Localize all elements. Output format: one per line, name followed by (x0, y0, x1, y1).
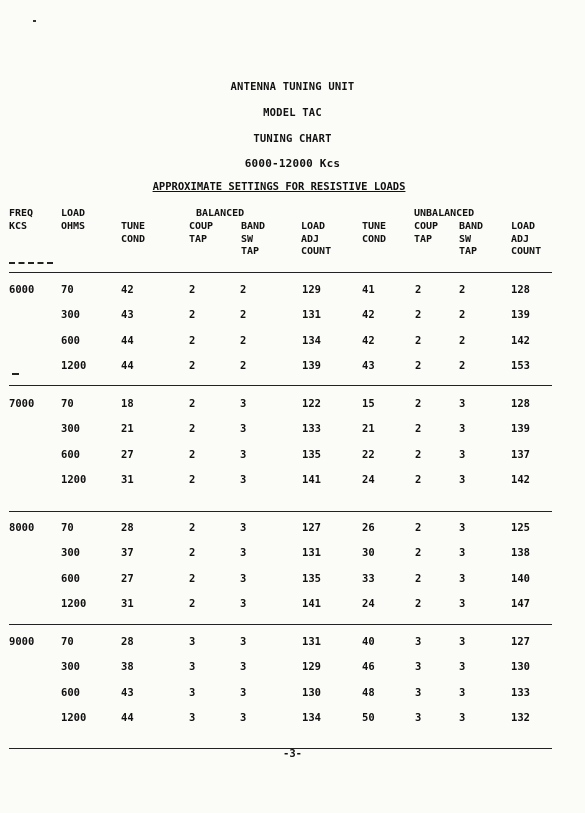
cell-u-tune: 48 (362, 686, 375, 699)
cell-ohms: 600 (61, 572, 80, 585)
cell-u-coup: 2 (415, 334, 422, 347)
header-unbal-coup-tap: COUP TAP (414, 221, 439, 245)
cell-u-band: 2 (459, 309, 466, 322)
cell-b-load: 133 (302, 423, 321, 436)
table-row (0, 474, 585, 488)
table-row (0, 712, 585, 726)
model-name: MODEL TAC (263, 107, 322, 119)
cell-freq: 8000 (9, 522, 35, 534)
cell-u-coup: 2 (415, 309, 422, 322)
cell-u-load: 127 (511, 636, 530, 648)
cell-u-coup: 3 (415, 686, 422, 699)
header-unbal-band-sw-tap: BAND SW TAP (459, 221, 484, 257)
header-unbal-tune-cond: TUNE COND (362, 221, 387, 245)
header-freq: FREQ KCS (9, 208, 34, 232)
cell-u-band: 3 (459, 547, 466, 560)
cell-u-coup: 2 (415, 448, 422, 461)
cell-b-tune: 27 (121, 572, 134, 585)
chart-title: TUNING CHART (253, 133, 332, 145)
table-row (0, 522, 585, 536)
cell-b-coup: 2 (189, 334, 196, 347)
cell-ohms: 70 (61, 522, 74, 534)
cell-u-band: 3 (459, 636, 466, 648)
cell-b-tune: 21 (121, 423, 134, 436)
cell-u-tune: 50 (362, 711, 375, 724)
cell-b-band: 3 (240, 473, 247, 486)
paper-speck (33, 20, 36, 22)
group-rule (9, 511, 552, 512)
cell-b-coup: 2 (189, 284, 196, 296)
cell-b-band: 3 (240, 597, 247, 610)
cell-b-load: 135 (302, 448, 321, 461)
cell-b-band: 3 (240, 686, 247, 699)
table-row (0, 335, 585, 349)
cell-u-coup: 2 (415, 423, 422, 436)
cell-b-load: 131 (302, 309, 321, 322)
cell-b-coup: 2 (189, 572, 196, 585)
cell-b-tune: 42 (121, 284, 134, 296)
header-bal-load-adj-count: LOAD ADJ COUNT (301, 221, 332, 257)
cell-u-tune: 21 (362, 423, 375, 436)
cell-ohms: 300 (61, 309, 80, 322)
cell-b-tune: 37 (121, 547, 134, 560)
cell-b-load: 129 (302, 661, 321, 674)
cell-ohms: 600 (61, 334, 80, 347)
cell-u-load: 139 (511, 309, 530, 322)
cell-u-load: 132 (511, 711, 530, 724)
cell-b-coup: 2 (189, 473, 196, 486)
cell-b-band: 3 (240, 636, 247, 648)
cell-u-band: 2 (459, 334, 466, 347)
cell-b-load: 134 (302, 334, 321, 347)
cell-b-coup: 3 (189, 661, 196, 674)
cell-b-tune: 28 (121, 636, 134, 648)
cell-u-tune: 24 (362, 473, 375, 486)
cell-u-coup: 2 (415, 398, 422, 410)
header-balanced: BALANCED (196, 208, 245, 219)
cell-b-tune: 28 (121, 522, 134, 534)
cell-b-load: 122 (302, 398, 321, 410)
cell-u-tune: 33 (362, 572, 375, 585)
cell-ohms: 70 (61, 636, 74, 648)
cell-ohms: 1200 (61, 597, 87, 610)
cell-b-tune: 43 (121, 309, 134, 322)
cell-b-tune: 31 (121, 597, 134, 610)
cell-b-band: 3 (240, 547, 247, 560)
cell-b-band: 2 (240, 309, 247, 322)
header-dashes (9, 262, 53, 264)
cell-u-load: 153 (511, 359, 530, 372)
table-row (0, 423, 585, 437)
header-unbal-load-adj-count: LOAD ADJ COUNT (511, 221, 542, 257)
header-load-ohms: LOAD OHMS (61, 208, 86, 232)
cell-u-coup: 3 (415, 661, 422, 674)
table-row (0, 687, 585, 701)
cell-u-coup: 2 (415, 597, 422, 610)
cell-b-band: 2 (240, 334, 247, 347)
header-bal-tune-cond: TUNE COND (121, 221, 146, 245)
cell-ohms: 1200 (61, 711, 87, 724)
cell-freq: 6000 (9, 284, 35, 296)
header-bal-band-sw-tap: BAND SW TAP (241, 221, 266, 257)
cell-b-coup: 2 (189, 359, 196, 372)
cell-u-band: 3 (459, 572, 466, 585)
cell-b-load: 141 (302, 597, 321, 610)
cell-u-band: 2 (459, 284, 466, 296)
cell-b-coup: 2 (189, 423, 196, 436)
cell-b-load: 141 (302, 473, 321, 486)
table-row (0, 636, 585, 650)
cell-b-coup: 3 (189, 636, 196, 648)
cell-u-coup: 2 (415, 572, 422, 585)
cell-u-load: 147 (511, 597, 530, 610)
cell-b-coup: 3 (189, 711, 196, 724)
cell-u-coup: 3 (415, 636, 422, 648)
cell-b-coup: 2 (189, 398, 196, 410)
table-row (0, 284, 585, 298)
cell-u-band: 3 (459, 448, 466, 461)
cell-freq: 7000 (9, 398, 35, 410)
cell-b-tune: 43 (121, 686, 134, 699)
table-row (0, 449, 585, 463)
cell-u-load: 130 (511, 661, 530, 674)
cell-b-tune: 18 (121, 398, 134, 410)
table-row (0, 398, 585, 412)
cell-u-band: 2 (459, 359, 466, 372)
cell-b-coup: 2 (189, 309, 196, 322)
cell-u-band: 3 (459, 661, 466, 674)
cell-b-coup: 2 (189, 597, 196, 610)
cell-ohms: 70 (61, 284, 74, 296)
cell-u-band: 3 (459, 473, 466, 486)
cell-b-load: 135 (302, 572, 321, 585)
cell-u-tune: 15 (362, 398, 375, 410)
cell-u-load: 125 (511, 522, 530, 534)
cell-u-tune: 41 (362, 284, 375, 296)
cell-b-load: 134 (302, 711, 321, 724)
cell-u-load: 140 (511, 572, 530, 585)
cell-u-tune: 24 (362, 597, 375, 610)
cell-b-tune: 44 (121, 359, 134, 372)
cell-u-tune: 42 (362, 334, 375, 347)
cell-u-tune: 26 (362, 522, 375, 534)
cell-u-tune: 22 (362, 448, 375, 461)
table-row (0, 547, 585, 561)
cell-u-coup: 2 (415, 473, 422, 486)
cell-u-tune: 42 (362, 309, 375, 322)
cell-u-coup: 2 (415, 359, 422, 372)
cell-u-load: 142 (511, 334, 530, 347)
table-row (0, 573, 585, 587)
cell-u-band: 3 (459, 686, 466, 699)
table-subtitle: APPROXIMATE SETTINGS FOR RESISTIVE LOADS (152, 181, 406, 193)
cell-u-tune: 40 (362, 636, 375, 648)
cell-u-load: 137 (511, 448, 530, 461)
cell-u-coup: 2 (415, 284, 422, 296)
cell-freq: 9000 (9, 636, 35, 648)
cell-ohms: 1200 (61, 473, 87, 486)
group-rule (9, 624, 552, 625)
cell-b-coup: 2 (189, 522, 196, 534)
cell-ohms: 70 (61, 398, 74, 410)
cell-ohms: 300 (61, 423, 80, 436)
page-number: -3- (283, 748, 302, 760)
table-row (0, 598, 585, 612)
table-row (0, 309, 585, 323)
cell-u-band: 3 (459, 423, 466, 436)
doc-title: ANTENNA TUNING UNIT (230, 81, 355, 93)
cell-u-band: 3 (459, 711, 466, 724)
cell-u-band: 3 (459, 522, 466, 534)
cell-b-tune: 38 (121, 661, 134, 674)
cell-b-band: 3 (240, 423, 247, 436)
cell-b-band: 3 (240, 572, 247, 585)
cell-ohms: 300 (61, 547, 80, 560)
cell-ohms: 300 (61, 661, 80, 674)
cell-ohms: 1200 (61, 359, 87, 372)
header-bal-coup-tap: COUP TAP (189, 221, 214, 245)
frequency-range: 6000-12000 Kcs (244, 157, 341, 170)
cell-u-coup: 2 (415, 547, 422, 560)
cell-b-band: 2 (240, 359, 247, 372)
cell-u-load: 139 (511, 423, 530, 436)
cell-u-load: 128 (511, 284, 530, 296)
cell-u-tune: 46 (362, 661, 375, 674)
cell-ohms: 600 (61, 686, 80, 699)
cell-u-coup: 2 (415, 522, 422, 534)
cell-b-tune: 27 (121, 448, 134, 461)
cell-u-coup: 3 (415, 711, 422, 724)
cell-ohms: 600 (61, 448, 80, 461)
group-rule (9, 385, 552, 386)
cell-b-load: 130 (302, 686, 321, 699)
cell-b-coup: 2 (189, 448, 196, 461)
table-row (0, 360, 585, 374)
cell-b-band: 3 (240, 448, 247, 461)
cell-b-tune: 44 (121, 711, 134, 724)
cell-b-coup: 2 (189, 547, 196, 560)
cell-b-band: 2 (240, 284, 247, 296)
table-row (0, 661, 585, 675)
cell-b-tune: 44 (121, 334, 134, 347)
cell-b-band: 3 (240, 398, 247, 410)
cell-b-load: 127 (302, 522, 321, 534)
cell-b-coup: 3 (189, 686, 196, 699)
group-rule (9, 272, 552, 273)
cell-b-load: 139 (302, 359, 321, 372)
cell-b-load: 131 (302, 636, 321, 648)
cell-b-band: 3 (240, 711, 247, 724)
cell-u-load: 133 (511, 686, 530, 699)
cell-u-load: 128 (511, 398, 530, 410)
cell-b-tune: 31 (121, 473, 134, 486)
header-unbalanced: UNBALANCED (414, 208, 475, 219)
cell-u-tune: 30 (362, 547, 375, 560)
cell-b-load: 129 (302, 284, 321, 296)
cell-u-tune: 43 (362, 359, 375, 372)
cell-b-band: 3 (240, 522, 247, 534)
cell-u-band: 3 (459, 597, 466, 610)
cell-b-band: 3 (240, 661, 247, 674)
cell-u-band: 3 (459, 398, 466, 410)
cell-b-load: 131 (302, 547, 321, 560)
cell-u-load: 138 (511, 547, 530, 560)
cell-u-load: 142 (511, 473, 530, 486)
